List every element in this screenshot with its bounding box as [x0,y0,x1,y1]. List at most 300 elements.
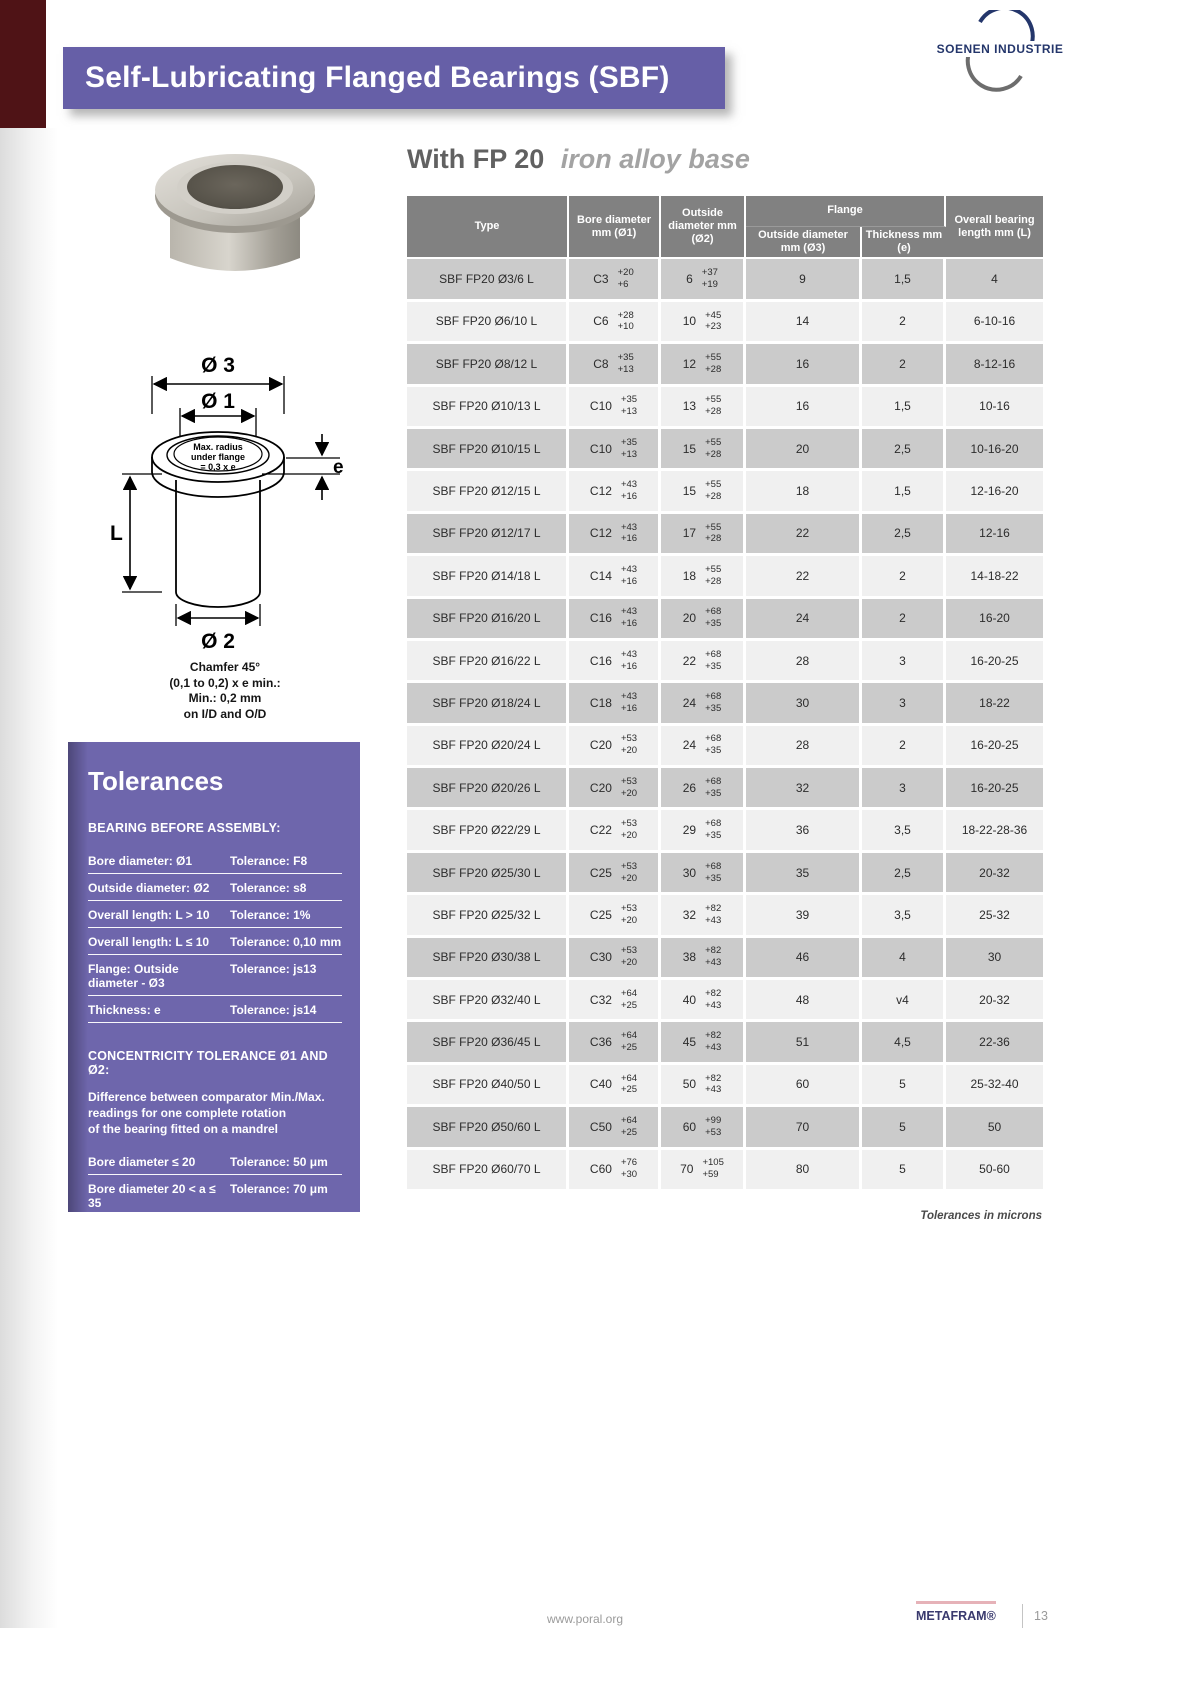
cell-type: SBF FP20 Ø10/13 L [407,387,569,429]
flange-note-line1: Max. radius [193,442,243,452]
bore-value: C3 [593,272,609,287]
bore-tolerance: +53 +20 [620,945,638,969]
outside-value: 24 [682,695,697,710]
cell-outside-diameter [661,726,746,768]
bore-value: C36 [589,1035,612,1050]
cell-bore-diameter [569,1065,661,1107]
dimension-diagram-drawing [100,352,350,657]
bore-value: C8 [593,356,609,371]
bore-tolerance: +76 +30 [620,1157,638,1181]
cell-outside-diameter [661,556,746,598]
cell-overall-length: 18-22-28-36 [946,810,1043,852]
outside-value: 40 [682,992,697,1007]
table-row [407,895,1043,937]
cell-flange-thickness: 5 [862,1065,946,1107]
cell-bore-diameter [569,514,661,556]
bore-tolerance: +53 +20 [620,818,638,842]
cell-type: SBF FP20 Ø25/30 L [407,853,569,895]
outside-tolerance: +55 +28 [705,479,722,503]
outside-value: 26 [682,780,697,795]
outside-tolerance: +82 +43 [705,987,722,1011]
footer-brand: METAFRAM® [916,1609,996,1623]
section-title-material: With FP 20 [407,144,545,174]
header-outside-diameter: Outside diameter mm (Ø2) [661,196,746,259]
cell-flange-thickness: 3 [862,641,946,683]
cell-flange-thickness: 1,5 [862,259,946,301]
bore-tolerance: +43 +16 [620,691,638,714]
cell-overall-length: 50 [946,1107,1043,1149]
cell-flange-outside-diameter: 39 [746,895,862,937]
cell-overall-length: 10-16 [946,387,1043,429]
cell-type: SBF FP20 Ø25/32 L [407,895,569,937]
table-row [407,810,1043,852]
outside-value: 38 [682,950,697,965]
outside-value: 70 [680,1162,694,1177]
cell-flange-thickness: 3 [862,683,946,725]
cell-bore-diameter [569,810,661,852]
cell-flange-outside-diameter: 22 [746,556,862,598]
cell-flange-outside-diameter: 16 [746,344,862,386]
cell-bore-diameter [569,302,661,344]
cell-bore-diameter [569,471,661,513]
cell-outside-diameter [661,1022,746,1064]
tolerance-row [88,1148,342,1175]
title-banner [63,47,725,109]
cell-type: SBF FP20 Ø12/15 L [407,471,569,513]
bore-value: C20 [589,780,612,795]
cell-bore-diameter [569,853,661,895]
cell-type: SBF FP20 Ø10/15 L [407,429,569,471]
cell-outside-diameter [661,768,746,810]
cell-outside-diameter [661,514,746,556]
tolerance-row [88,901,342,928]
bore-tolerance: +53 +20 [620,860,638,884]
tolerance-label: Bore diameter: Ø1 [88,854,193,868]
cell-flange-outside-diameter: 14 [746,302,862,344]
cell-outside-diameter [661,429,746,471]
tolerance-value: Tolerance: js13 [230,962,317,976]
outside-value: 15 [682,484,697,499]
bore-tolerance: +64 +25 [620,1030,638,1054]
outside-value: 12 [682,356,697,371]
bore-value: C18 [589,695,612,710]
header-flange: Flange [746,196,946,227]
cell-overall-length: 25-32-40 [946,1065,1043,1107]
tolerance-row [88,955,342,996]
cell-bore-diameter [569,1150,661,1192]
table-row [407,387,1043,429]
flange-note-line3: = 0,3 x e [200,462,236,472]
cell-overall-length: 14-18-22 [946,556,1043,598]
outside-tolerance: +55 +28 [705,394,722,418]
tolerance-label: Thickness: e [88,1003,161,1017]
bore-value: C12 [589,484,612,499]
outside-tolerance: +55 +28 [705,563,722,587]
chamfer-note-line2: (0,1 to 0,2) x e min.: [169,675,281,690]
bore-tolerance: +53 +20 [620,733,638,757]
cell-flange-outside-diameter: 24 [746,599,862,641]
flange-note-line2: under flange [190,452,246,462]
outside-tolerance: +45 +23 [705,309,722,333]
company-logo [928,10,1073,92]
bore-tolerance: +64 +25 [620,1072,638,1096]
cell-flange-thickness: 4 [862,938,946,980]
outside-value: 6 [686,272,693,287]
bore-value: C14 [589,568,612,583]
outside-tolerance: +99 +53 [705,1115,722,1138]
cell-overall-length: 20-32 [946,980,1043,1022]
outside-value: 13 [682,399,697,414]
bore-value: C20 [589,738,612,753]
cell-overall-length: 4 [946,259,1043,301]
table-row [407,514,1043,556]
cell-flange-outside-diameter: 80 [746,1150,862,1192]
table-row [407,556,1043,598]
cell-flange-thickness: 5 [862,1150,946,1192]
cell-type: SBF FP20 Ø32/40 L [407,980,569,1022]
cell-overall-length: 16-20-25 [946,641,1043,683]
table-row [407,302,1043,344]
cell-outside-diameter [661,1107,746,1149]
table-row [407,1022,1043,1064]
cell-flange-outside-diameter: 18 [746,471,862,513]
footer-page-number: 13 [1034,1609,1048,1623]
cell-flange-outside-diameter: 28 [746,641,862,683]
cell-bore-diameter [569,895,661,937]
tolerance-row [88,1216,342,1243]
outside-tolerance: +68 +35 [705,691,722,714]
outside-value: 32 [682,907,697,922]
cell-type: SBF FP20 Ø16/22 L [407,641,569,683]
cell-overall-length: 50-60 [946,1150,1043,1192]
header-flange-thickness: Thickness mm (e) [862,227,946,259]
cell-bore-diameter [569,980,661,1022]
cell-overall-length: 12-16 [946,514,1043,556]
outside-tolerance: +68 +35 [705,606,722,630]
cell-outside-diameter [661,853,746,895]
bore-value: C10 [589,399,612,414]
bore-value: C50 [589,1119,612,1134]
cell-type: SBF FP20 Ø14/18 L [407,556,569,598]
cell-outside-diameter [661,302,746,344]
cell-type: SBF FP20 Ø8/12 L [407,344,569,386]
cell-bore-diameter [569,556,661,598]
section-title [407,144,750,175]
cell-bore-diameter [569,1107,661,1149]
outside-tolerance: +82 +43 [705,1030,722,1054]
outside-value: 20 [682,611,697,626]
cell-flange-thickness: 2 [862,344,946,386]
outside-value: 15 [682,441,697,456]
cell-flange-outside-diameter: 9 [746,259,862,301]
table-row [407,429,1043,471]
bore-value: C25 [589,865,612,880]
cell-flange-thickness: 2 [862,302,946,344]
bore-value: C25 [589,907,612,922]
cell-outside-diameter [661,938,746,980]
outside-tolerance: +68 +35 [705,733,722,757]
cell-flange-outside-diameter: 30 [746,683,862,725]
bore-tolerance: +35 +13 [617,351,634,375]
cell-overall-length: 30 [946,938,1043,980]
tolerance-label: Flange: Outside diameter - Ø3 [88,962,179,990]
cell-type: SBF FP20 Ø16/20 L [407,599,569,641]
cell-overall-length: 10-16-20 [946,429,1043,471]
cell-overall-length: 22-36 [946,1022,1043,1064]
outside-value: 50 [682,1077,697,1092]
cell-flange-thickness: v4 [862,980,946,1022]
tolerance-row [88,996,342,1023]
tolerance-value: Tolerance: 70 μm [230,1181,328,1196]
soenen-logo-icon [928,10,1073,92]
spec-table [407,196,1043,1192]
bore-tolerance: +53 +20 [620,775,638,799]
cell-overall-length: 16-20-25 [946,726,1043,768]
tolerance-label: Bore diameter ≤ 20 [88,1154,196,1169]
cell-flange-outside-diameter: 35 [746,853,862,895]
tolerance-label: Bore diameter 20 < a ≤ 35 [88,1181,216,1210]
logo-text: SOENEN INDUSTRIE [936,42,1064,56]
table-row [407,726,1043,768]
cell-bore-diameter [569,641,661,683]
outside-value: 10 [682,314,697,329]
bore-value: C22 [589,823,612,838]
table-row [407,938,1043,980]
bearing-photo [130,140,340,292]
cell-outside-diameter [661,683,746,725]
table-row [407,344,1043,386]
cell-outside-diameter [661,980,746,1022]
cell-bore-diameter [569,768,661,810]
dim-label-L: L [110,522,123,545]
outside-value: 24 [682,738,697,753]
cell-outside-diameter [661,387,746,429]
spec-table-body [407,259,1043,1192]
dim-label-d2: Ø 2 [201,630,235,653]
cell-type: SBF FP20 Ø20/24 L [407,726,569,768]
tolerances-panel [68,742,360,1237]
cell-type: SBF FP20 Ø50/60 L [407,1107,569,1149]
outside-tolerance: +55 +28 [705,521,722,545]
outside-tolerance: +82 +43 [705,903,722,926]
footer-divider [1022,1604,1023,1628]
tolerance-list-concentricity [88,1148,342,1243]
cell-overall-length: 8-12-16 [946,344,1043,386]
cell-flange-thickness: 2,5 [862,429,946,471]
cell-overall-length: 18-22 [946,683,1043,725]
tolerance-value: Tolerance: 0,10 mm [230,935,342,949]
bore-tolerance: +35 +13 [620,394,638,418]
cell-bore-diameter [569,429,661,471]
table-row [407,853,1043,895]
outside-tolerance: +68 +35 [705,860,722,884]
bore-tolerance: +35 +13 [620,436,638,460]
concentricity-note [88,1089,342,1138]
cell-outside-diameter [661,259,746,301]
tolerances-section2-heading: CONCENTRICITY TOLERANCE Ø1 AND Ø2: [88,1049,328,1077]
tolerance-label: Overall length: L > 10 [88,908,210,922]
cell-type: SBF FP20 Ø36/45 L [407,1022,569,1064]
cell-flange-thickness: 3,5 [862,895,946,937]
dim-label-d3: Ø 3 [201,354,235,377]
cell-flange-thickness: 3,5 [862,810,946,852]
table-row [407,259,1043,301]
concentricity-note-line3: of the bearing fitted on a mandrel [88,1122,279,1137]
bore-value: C40 [589,1077,612,1092]
bore-value: C30 [589,950,612,965]
outside-value: 18 [682,568,697,583]
table-row [407,768,1043,810]
cell-flange-thickness: 5 [862,1107,946,1149]
cell-flange-thickness: 2 [862,599,946,641]
table-row [407,1150,1043,1192]
cell-flange-outside-diameter: 16 [746,387,862,429]
cell-flange-outside-diameter: 70 [746,1107,862,1149]
bore-tolerance: +64 +25 [620,987,638,1011]
cell-outside-diameter [661,895,746,937]
cell-outside-diameter [661,471,746,513]
tolerance-row [88,928,342,955]
cell-outside-diameter [661,599,746,641]
bore-value: C10 [589,441,612,456]
table-row [407,1065,1043,1107]
flanged-bearing-image [130,140,340,292]
cell-type: SBF FP20 Ø6/10 L [407,302,569,344]
bore-value: C16 [589,611,612,626]
cell-type: SBF FP20 Ø18/24 L [407,683,569,725]
cell-overall-length: 6-10-16 [946,302,1043,344]
cell-flange-thickness: 3 [862,768,946,810]
cell-overall-length: 25-32 [946,895,1043,937]
section-title-base: iron alloy base [560,144,750,174]
outside-value: 29 [682,823,697,838]
tolerance-value: Tolerance: 100 μm [230,1222,335,1237]
cell-type: SBF FP20 Ø3/6 L [407,259,569,301]
tolerance-label: Bore diameter > 35 [88,1222,196,1237]
cell-overall-length: 12-16-20 [946,471,1043,513]
cell-flange-thickness: 2,5 [862,514,946,556]
outside-value: 30 [682,865,697,880]
concentricity-note-line1: Difference between comparator Min./Max. [88,1090,325,1104]
cell-bore-diameter [569,1022,661,1064]
outside-tolerance: +82 +43 [705,945,722,969]
tolerances-title: Tolerances [88,766,224,796]
cell-type: SBF FP20 Ø20/26 L [407,768,569,810]
page-left-margin-shade [0,128,58,1628]
cell-bore-diameter [569,683,661,725]
cell-flange-outside-diameter: 32 [746,768,862,810]
cell-bore-diameter [569,938,661,980]
tolerance-value: Tolerance: F8 [230,854,308,868]
cell-type: SBF FP20 Ø22/29 L [407,810,569,852]
table-row [407,641,1043,683]
bore-value: C32 [589,992,612,1007]
tolerance-label: Outside diameter: Ø2 [88,881,210,895]
cell-type: SBF FP20 Ø60/70 L [407,1150,569,1192]
bore-tolerance: +43 +16 [620,479,638,503]
outside-value: 60 [682,1119,697,1134]
cell-flange-outside-diameter: 36 [746,810,862,852]
chamfer-note-line4: on I/D and O/D [183,706,267,721]
cell-overall-length: 20-32 [946,853,1043,895]
cell-flange-outside-diameter: 51 [746,1022,862,1064]
tolerance-value: Tolerance: s8 [230,881,307,895]
cell-bore-diameter [569,599,661,641]
page-title: Self-Lubricating Flanged Bearings (SBF) [85,61,670,94]
tolerance-row [88,1175,342,1216]
chamfer-note [100,660,350,722]
table-row [407,599,1043,641]
cell-bore-diameter [569,344,661,386]
bore-tolerance: +28 +10 [617,309,634,333]
chamfer-note-line3: Min.: 0,2 mm [188,691,262,706]
cell-bore-diameter [569,726,661,768]
dim-label-e: e [333,457,344,478]
bore-tolerance: +20 +6 [617,267,634,291]
outside-tolerance: +82 +43 [705,1072,722,1096]
tolerance-value: Tolerance: 50 μm [230,1154,328,1169]
cell-flange-thickness: 2,5 [862,853,946,895]
cell-outside-diameter [661,810,746,852]
bore-tolerance: +43 +16 [620,648,638,672]
cell-flange-thickness: 2 [862,556,946,598]
spec-table-container [407,196,1043,1192]
cell-bore-diameter [569,387,661,429]
bore-value: C6 [593,314,609,329]
cell-flange-outside-diameter: 22 [746,514,862,556]
tolerance-label: Overall length: L ≤ 10 [88,935,210,949]
table-footnote: Tolerances in microns [920,1210,1042,1222]
cell-flange-outside-diameter: 20 [746,429,862,471]
bore-value: C60 [589,1162,612,1177]
outside-tolerance: +37 +19 [701,267,718,291]
scan-corner-artifact [0,0,46,128]
tolerances-section1-heading: BEARING BEFORE ASSEMBLY: [88,821,281,835]
cell-outside-diameter [661,344,746,386]
tolerance-value: Tolerance: js14 [230,1003,317,1017]
cell-flange-outside-diameter: 60 [746,1065,862,1107]
table-row [407,980,1043,1022]
header-type: Type [407,196,569,259]
dimension-diagram [100,352,350,657]
outside-value: 17 [682,526,697,541]
dim-label-d1: Ø 1 [201,390,235,413]
cell-type: SBF FP20 Ø12/17 L [407,514,569,556]
footer-brand-highlight [916,1601,996,1604]
outside-tolerance: +105 +59 [702,1157,724,1181]
cell-flange-thickness: 1,5 [862,387,946,429]
bore-tolerance: +43 +16 [620,521,638,545]
cell-overall-length: 16-20 [946,599,1043,641]
table-row [407,1107,1043,1149]
footer-url: www.poral.org [546,1612,624,1626]
tolerance-list-assembly [88,847,342,1023]
bore-tolerance: +43 +16 [620,563,638,587]
header-flange-outside-diameter: Outside diameter mm (Ø3) [746,227,862,259]
header-bore-diameter: Bore diameter mm (Ø1) [569,196,661,259]
outside-tolerance: +68 +35 [705,648,722,672]
cell-flange-outside-diameter: 46 [746,938,862,980]
cell-flange-thickness: 1,5 [862,471,946,513]
cell-outside-diameter [661,641,746,683]
cell-bore-diameter [569,259,661,301]
spec-table-header [407,196,1043,259]
bore-value: C16 [589,653,612,668]
concentricity-note-line2: readings for one complete rotation [88,1106,287,1121]
cell-overall-length: 16-20-25 [946,768,1043,810]
cell-flange-thickness: 2 [862,726,946,768]
cell-flange-outside-diameter: 28 [746,726,862,768]
